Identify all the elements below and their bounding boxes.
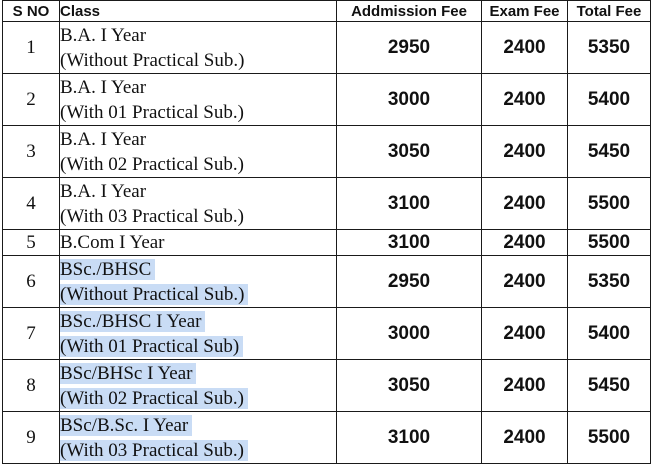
class-name: B.A. I Year <box>60 24 147 46</box>
header-sno: S NO <box>3 1 60 22</box>
class-cell <box>60 230 337 256</box>
table-row <box>3 126 651 178</box>
class-cell <box>60 360 337 412</box>
class-subtitle: (Without Practical Sub.) <box>60 49 245 71</box>
exam-fee: 2400 <box>482 74 568 126</box>
admission-fee: 3100 <box>337 412 482 464</box>
total-fee: 5450 <box>568 360 651 412</box>
table-row <box>3 308 651 360</box>
total-fee: 5500 <box>568 178 651 230</box>
exam-fee: 2400 <box>482 126 568 178</box>
table-row <box>3 412 651 464</box>
class-subtitle: (With 03 Practical Sub.) <box>60 440 248 461</box>
class-subtitle: (With 03 Practical Sub.) <box>60 205 244 227</box>
serial-number: 6 <box>3 256 60 308</box>
table-row <box>3 256 651 308</box>
admission-fee: 2950 <box>337 22 482 74</box>
admission-fee: 2950 <box>337 256 482 308</box>
total-fee: 5400 <box>568 308 651 360</box>
exam-fee: 2400 <box>482 360 568 412</box>
admission-fee: 3000 <box>337 74 482 126</box>
exam-fee: 2400 <box>482 308 568 360</box>
total-fee: 5450 <box>568 126 651 178</box>
header-class: Class <box>60 1 337 22</box>
total-fee: 5500 <box>568 230 651 256</box>
class-name: BSc/B.Sc. I Year <box>60 415 192 436</box>
class-name: BSc./BHSC I Year <box>60 311 205 332</box>
serial-number: 1 <box>3 22 60 74</box>
serial-number: 3 <box>3 126 60 178</box>
table-row <box>3 178 651 230</box>
serial-number: 2 <box>3 74 60 126</box>
exam-fee: 2400 <box>482 412 568 464</box>
exam-fee: 2400 <box>482 230 568 256</box>
admission-fee: 3100 <box>337 178 482 230</box>
serial-number: 7 <box>3 308 60 360</box>
class-subtitle: (Without Practical Sub.) <box>60 284 248 305</box>
header-exam-fee: Exam Fee <box>482 1 568 22</box>
admission-fee: 3000 <box>337 308 482 360</box>
class-cell <box>60 256 337 308</box>
serial-number: 5 <box>3 230 60 256</box>
class-subtitle: (With 02 Practical Sub.) <box>60 153 244 175</box>
exam-fee: 2400 <box>482 256 568 308</box>
class-name: B.A. I Year <box>60 128 147 150</box>
total-fee: 5350 <box>568 22 651 74</box>
table-row <box>3 22 651 74</box>
exam-fee: 2400 <box>482 178 568 230</box>
exam-fee: 2400 <box>482 22 568 74</box>
class-name: BSc./BHSC <box>60 259 155 280</box>
class-cell <box>60 308 337 360</box>
class-cell <box>60 126 337 178</box>
header-admission-fee: Addmission Fee <box>337 1 482 22</box>
serial-number: 9 <box>3 412 60 464</box>
fee-table <box>2 0 651 464</box>
serial-number: 4 <box>3 178 60 230</box>
class-subtitle: (With 01 Practical Sub) <box>60 336 243 357</box>
class-name: B.Com I Year <box>60 232 165 253</box>
class-name: BSc/BHSc I Year <box>60 363 196 384</box>
total-fee: 5500 <box>568 412 651 464</box>
total-fee: 5350 <box>568 256 651 308</box>
table-row <box>3 74 651 126</box>
class-subtitle: (With 02 Practical Sub.) <box>60 388 248 409</box>
admission-fee: 3100 <box>337 230 482 256</box>
class-cell <box>60 178 337 230</box>
class-name: B.A. I Year <box>60 76 147 98</box>
header-total-fee: Total Fee <box>568 1 651 22</box>
table-row <box>3 230 651 256</box>
class-cell <box>60 74 337 126</box>
class-cell <box>60 412 337 464</box>
class-subtitle: (With 01 Practical Sub.) <box>60 101 244 123</box>
total-fee: 5400 <box>568 74 651 126</box>
header-row <box>3 1 651 22</box>
admission-fee: 3050 <box>337 126 482 178</box>
class-cell <box>60 22 337 74</box>
table-row <box>3 360 651 412</box>
serial-number: 8 <box>3 360 60 412</box>
class-name: B.A. I Year <box>60 180 147 202</box>
admission-fee: 3050 <box>337 360 482 412</box>
